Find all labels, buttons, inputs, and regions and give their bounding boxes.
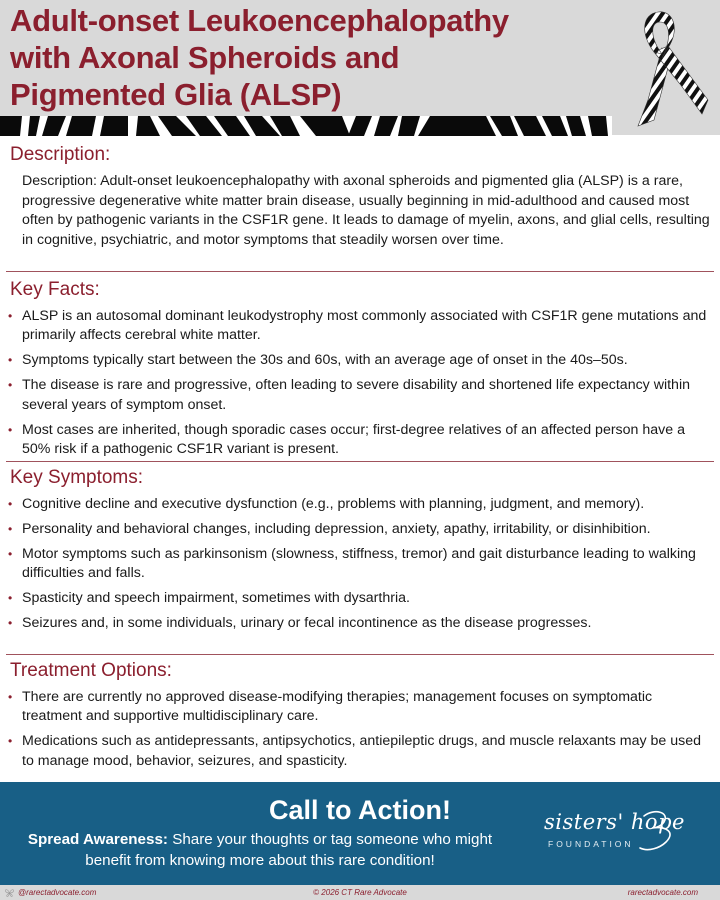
key-facts-list (0, 307, 720, 459)
heart-swirl-icon (636, 808, 700, 856)
section-heading: Treatment Options: (10, 660, 172, 681)
list-item (0, 589, 720, 608)
section-heading: Description: (10, 144, 111, 165)
list-item-text: Personality and behavioral changes, including depression, anxiety, apathy, irritability, or disinhibition. (22, 520, 651, 537)
list-item (0, 495, 720, 514)
bullet-icon: • (8, 309, 13, 323)
footer-website-link[interactable]: rarectadvocate.com (627, 888, 698, 897)
list-item (0, 421, 720, 460)
list-item-text: Spasticity and speech impairment, sometimes with dysarthria. (22, 590, 410, 607)
section-divider (6, 461, 714, 462)
key-symptoms-section (0, 466, 720, 639)
list-item (0, 688, 720, 727)
sisters-hope-foundation-logo (540, 810, 700, 866)
list-item-text: Most cases are inherited, though sporadic cases occur; first-degree relatives of an affected person have a 50% risk if a pathogenic CSF1R variant is present. (22, 421, 685, 457)
list-item-text: Symptoms typically start between the 30s and 60s, with an average age of onset in the 40s–50s. (22, 352, 628, 369)
section-heading: Key Facts: (10, 279, 100, 300)
section-divider (6, 271, 714, 272)
list-item-text: Cognitive decline and executive dysfunction (e.g., problems with planning, judgment, and memory). (22, 496, 645, 512)
treatment-list (0, 688, 720, 771)
cta-body: Share your thoughts or tag someone who might benefit from knowing more about this rare condition! (85, 831, 493, 869)
list-item (0, 545, 720, 584)
title-line: Adult-onset Leukoencephalopathy (10, 3, 509, 38)
description-section (0, 143, 720, 250)
footer (0, 885, 720, 900)
title-line: Pigmented Glia (ALSP) (10, 77, 342, 112)
key-facts-section (0, 278, 720, 465)
bullet-icon: • (8, 546, 13, 561)
bullet-icon: • (8, 734, 13, 749)
zebra-stripe-banner (0, 116, 612, 136)
page-title (10, 2, 600, 113)
footer-social-handle[interactable]: @rarectadvocate.com (18, 888, 97, 897)
logo-subtitle: FOUNDATION (548, 839, 634, 849)
bullet-icon: • (8, 591, 13, 606)
bullet-icon: • (8, 690, 13, 704)
list-item-text: ALSP is an autosomal dominant leukodystrophy most commonly associated with CSF1R gene mutations and primarily affects cerebral white matter. (22, 308, 707, 344)
footer-copyright: © 2026 CT Rare Advocate (313, 888, 407, 897)
list-item-text: Medications such as antidepressants, antipsychotics, antiepileptic drugs, and muscle relaxants may be used to manage mood, behavior, seizures, and spasticity. (22, 733, 701, 769)
list-item (0, 351, 720, 370)
bullet-icon: • (8, 422, 13, 437)
list-item-text: Seizures and, in some individuals, urinary or fecal incontinence as the disease progresses. (22, 615, 592, 632)
cta-title: Call to Action! (269, 795, 451, 825)
bullet-icon: • (8, 378, 13, 393)
list-item-text: Motor symptoms such as parkinsonism (slowness, stiffness, tremor) and gait disturbance leading to walking difficulties and falls. (22, 545, 696, 582)
key-symptoms-list (0, 495, 720, 633)
header (0, 0, 720, 135)
description-text: Description: Adult-onset leukoencephalopathy with axonal spheroids and pigmented glia (ALSP) is a rare, progressive degenerative white matter brain disease, usually beginning in mid-adulthood and caused most often by pathogenic variants in the CSF1R gene. It leads to damage of myelin, axons, and glial cells, resulting in cognitive, psychiatric, and motor symptoms that steadily worsen over time. (22, 173, 710, 248)
section-heading: Key Symptoms: (10, 467, 144, 488)
cta-lead: Spread Awareness: (27, 831, 168, 848)
list-item (0, 732, 720, 771)
title-line: with Axonal Spheroids and (10, 40, 400, 75)
zebra-stripes-icon (0, 116, 612, 136)
bullet-icon: • (8, 497, 13, 511)
zebra-ribbon-icon (618, 4, 712, 132)
treatment-section (0, 659, 720, 777)
list-item (0, 614, 720, 633)
bullet-icon: • (8, 616, 13, 631)
list-item (0, 520, 720, 539)
section-divider (6, 654, 714, 655)
list-item (0, 307, 720, 346)
list-item-text: There are currently no approved disease-modifying therapies; management focuses on symptomatic treatment and supportive multidisciplinary care. (22, 689, 653, 725)
bullet-icon: • (8, 521, 13, 536)
list-item (0, 376, 720, 415)
call-to-action-banner (0, 782, 720, 885)
cta-text (12, 829, 508, 871)
logo-script-text: sisters' hope (544, 810, 685, 834)
bullet-icon: • (8, 353, 13, 368)
list-item-text: The disease is rare and progressive, often leading to severe disability and shortened life expectancy within several years of symptom onset. (22, 377, 690, 413)
